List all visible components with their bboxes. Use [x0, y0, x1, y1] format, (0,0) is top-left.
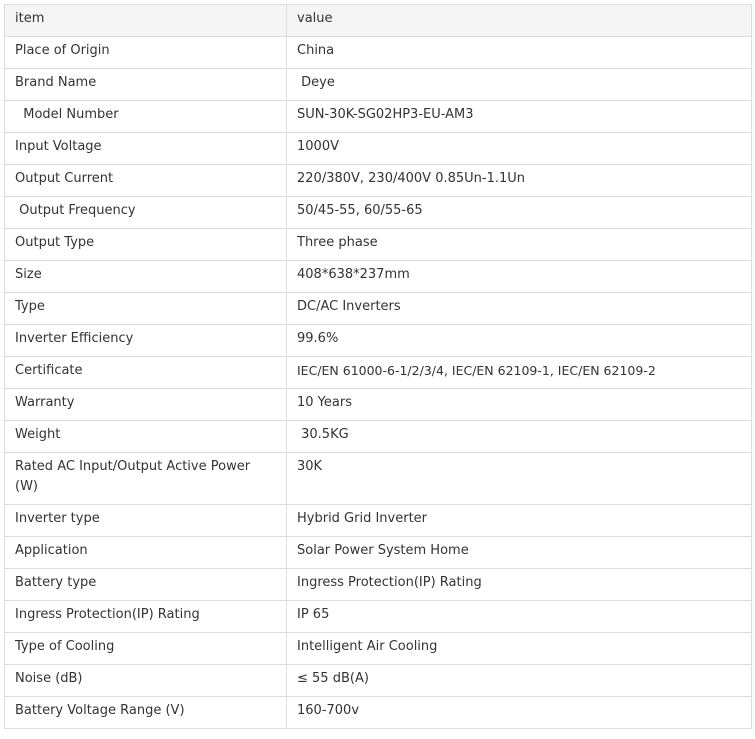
row-item: Type [5, 293, 287, 325]
row-item: Noise (dB) [5, 665, 287, 697]
row-value: 50/45-55, 60/55-65 [287, 197, 752, 229]
row-item: Ingress Protection(IP) Rating [5, 601, 287, 633]
row-value: 10 Years [287, 389, 752, 421]
header-value: value [287, 5, 752, 37]
row-item: Output Current [5, 165, 287, 197]
row-item: Output Frequency [5, 197, 287, 229]
row-value: 30K [287, 453, 752, 505]
table-row [5, 505, 752, 537]
row-item: Brand Name [5, 69, 287, 101]
row-item: Type of Cooling [5, 633, 287, 665]
table-row [5, 229, 752, 261]
row-item: Rated AC Input/Output Active Power (W) [5, 453, 287, 505]
table-row [5, 569, 752, 601]
table-row [5, 453, 752, 505]
row-item: Inverter Efficiency [5, 325, 287, 357]
row-value: 408*638*237mm [287, 261, 752, 293]
row-value: Deye [287, 69, 752, 101]
row-item: Application [5, 537, 287, 569]
table-row [5, 633, 752, 665]
table-header-row [5, 5, 752, 37]
header-item: item [5, 5, 287, 37]
row-value: 30.5KG [287, 421, 752, 453]
row-value: Solar Power System Home [287, 537, 752, 569]
table-row [5, 293, 752, 325]
row-value: DC/AC Inverters [287, 293, 752, 325]
row-item: Battery type [5, 569, 287, 601]
row-value: 1000V [287, 133, 752, 165]
row-value: China [287, 37, 752, 69]
row-item: Size [5, 261, 287, 293]
row-value: SUN-30K-SG02HP3-EU-AM3 [287, 101, 752, 133]
table-row [5, 389, 752, 421]
row-value: Three phase [287, 229, 752, 261]
row-item: Weight [5, 421, 287, 453]
table-row [5, 261, 752, 293]
row-value: Intelligent Air Cooling [287, 633, 752, 665]
table-row [5, 697, 752, 729]
table-row [5, 37, 752, 69]
row-value: 99.6% [287, 325, 752, 357]
table-row [5, 69, 752, 101]
row-item: Input Voltage [5, 133, 287, 165]
row-value: IEC/EN 61000-6-1/2/3/4, IEC/EN 62109-1, IEC/EN 62109-2 [287, 357, 752, 389]
table-row [5, 357, 752, 389]
table-row [5, 197, 752, 229]
table-row [5, 665, 752, 697]
row-item: Warranty [5, 389, 287, 421]
row-value: Ingress Protection(IP) Rating [287, 569, 752, 601]
row-value: 160-700v [287, 697, 752, 729]
row-item: Output Type [5, 229, 287, 261]
row-value: Hybrid Grid Inverter [287, 505, 752, 537]
row-item: Place of Origin [5, 37, 287, 69]
table-row [5, 421, 752, 453]
table-row [5, 165, 752, 197]
table-row [5, 133, 752, 165]
table-row [5, 101, 752, 133]
table-row [5, 601, 752, 633]
row-value: IP 65 [287, 601, 752, 633]
table-row [5, 325, 752, 357]
row-item: Certificate [5, 357, 287, 389]
table-row [5, 537, 752, 569]
row-value: ≤ 55 dB(A) [287, 665, 752, 697]
row-item: Inverter type [5, 505, 287, 537]
row-item: Battery Voltage Range (V) [5, 697, 287, 729]
row-item: Model Number [5, 101, 287, 133]
spec-table [4, 4, 752, 729]
row-value: 220/380V, 230/400V 0.85Un-1.1Un [287, 165, 752, 197]
